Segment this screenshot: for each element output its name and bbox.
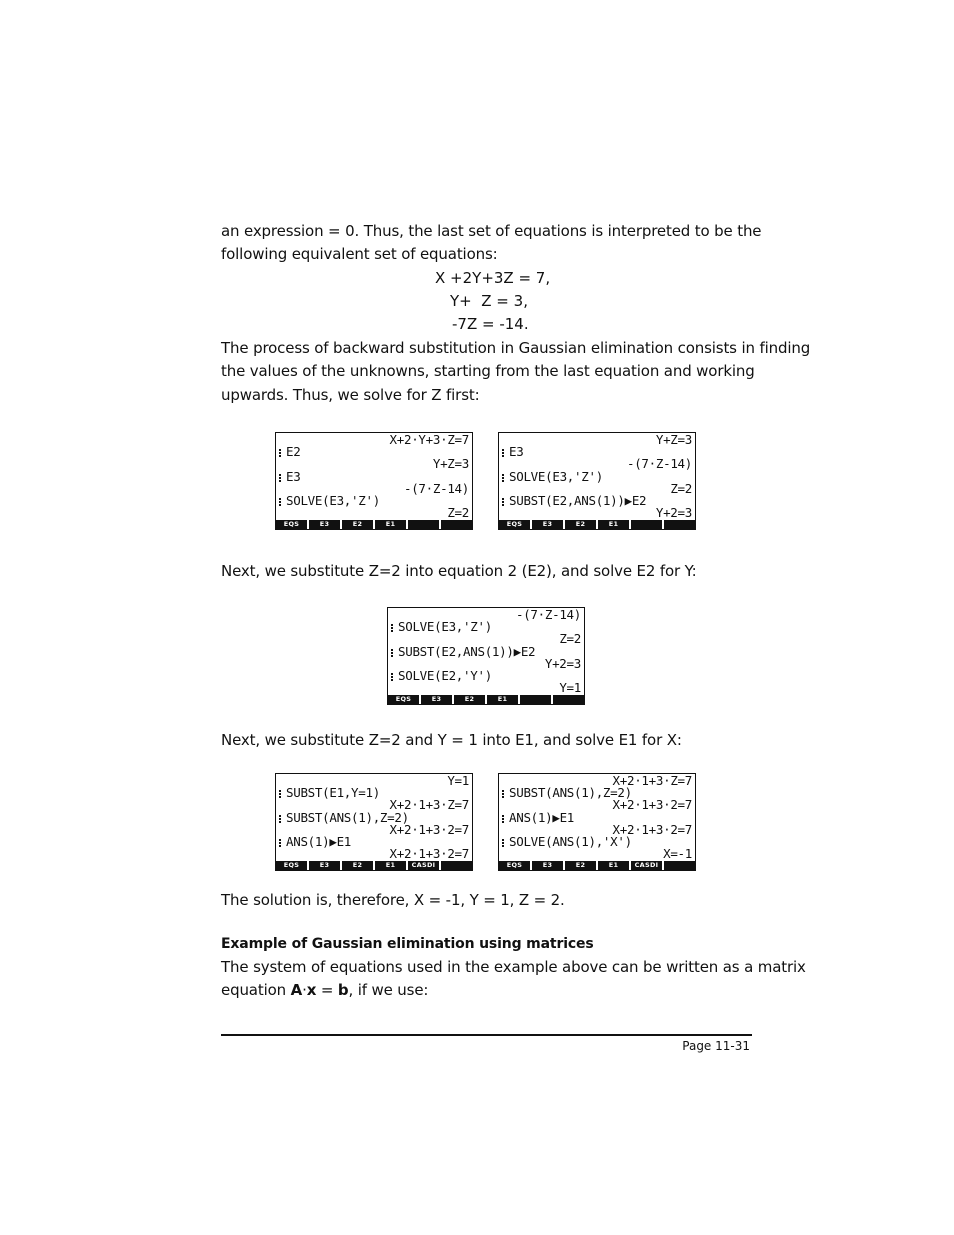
stack-result: Y+Z=3 [432,456,469,472]
soft-menu-key[interactable]: E1 [598,861,629,870]
soft-menu-key[interactable]: EQS [388,695,419,704]
soft-menu-key[interactable] [408,520,439,529]
soft-menu-key[interactable]: E3 [309,520,340,529]
calculator-screen-solve-x [498,773,696,871]
stack-result: X=-1 [663,846,692,862]
soft-menu-bar [276,520,472,529]
soft-menu-key[interactable]: E2 [342,520,373,529]
stack-result: X+2·1+3·2=7 [389,821,469,837]
soft-menu-key[interactable]: E2 [565,861,596,870]
stack-result: X+2·1+3·Z=7 [612,773,692,788]
calculator-screen-subst-e1 [275,773,473,871]
soft-menu-bar [499,861,695,870]
soft-menu-key[interactable]: E3 [532,520,563,529]
soft-menu-key[interactable] [441,520,472,529]
soft-menu-bar [499,520,695,529]
vector-b: b [337,981,349,999]
backsub-line-3: upwards. Thus, we solve for Z first: [221,386,480,404]
dot-operator: · [302,981,307,999]
stack-result: X+2·Y+3·Z=7 [389,432,469,447]
stack-command: SUBST(E2,ANS(1))▶E2 [391,646,535,658]
equation-1: X +2Y+3Z = 7, [435,269,551,287]
soft-menu-bar [388,695,584,704]
soft-menu-key[interactable] [631,520,662,529]
equals-sign: = [316,981,338,999]
stack-result: Y=1 [559,680,581,696]
stack-command: E3 [279,471,300,483]
soft-menu-key[interactable]: CASDI [408,861,439,870]
soft-menu-key[interactable] [520,695,551,704]
soft-menu-key[interactable]: E1 [375,861,406,870]
stack-result: X+2·1+3·2=7 [389,846,469,862]
equation-3: -7Z = -14. [452,315,529,333]
stack-command: SOLVE(ANS(1),'X') [502,836,632,848]
soft-menu-key[interactable]: E3 [532,861,563,870]
intro-line-1: an expression = 0. Thus, the last set of equations is interpreted to be the [221,222,762,240]
stack-result: -(7·Z-14) [626,456,692,472]
stack-result: X+2·1+3·2=7 [612,797,692,813]
soft-menu-bar [276,861,472,870]
stack-command: ANS(1)▶E1 [279,836,351,848]
stack-result: -(7·Z-14) [515,607,581,622]
stack-command: SUBST(ANS(1),Z=2) [279,812,409,824]
footer-rule [221,1034,752,1036]
solution-text: The solution is, therefore, X = -1, Y = 1, Z = 2. [221,891,565,909]
soft-menu-key[interactable]: E2 [454,695,485,704]
vector-x: x [306,981,317,999]
matrix-a: A [290,981,303,999]
stack-command: SUBST(E1,Y=1) [279,787,380,799]
matrix-intro-prefix: equation [221,981,291,999]
stack-command: SOLVE(E3,'Z') [502,471,603,483]
stack-result: Z=2 [447,505,469,521]
stack-command: ANS(1)▶E1 [502,812,574,824]
stack-result: X+2·1+3·2=7 [612,821,692,837]
stack-command: SOLVE(E3,'Z') [279,495,380,507]
stack-command: SUBST(ANS(1),Z=2) [502,787,632,799]
intro-line-2: following equivalent set of equations: [221,245,498,263]
section-heading: Example of Gaussian elimination using matrices [221,936,594,952]
stack-command: SOLVE(E3,'Z') [391,621,492,633]
page-number: Page 11-31 [682,1039,750,1053]
matrix-intro-line-2 [221,979,428,1003]
stack-result: -(7·Z-14) [403,480,469,496]
stack-result: Y+Z=3 [655,432,692,447]
soft-menu-key[interactable]: E1 [487,695,518,704]
soft-menu-key[interactable]: EQS [276,520,307,529]
stack-result: Y=1 [447,773,469,788]
soft-menu-key[interactable]: EQS [499,520,530,529]
soft-menu-key[interactable]: EQS [276,861,307,870]
backsub-line-2: the values of the unknowns, starting from the last equation and working [221,362,755,380]
soft-menu-key[interactable] [664,520,695,529]
stack-command: E3 [502,446,523,458]
soft-menu-key[interactable]: CASDI [631,861,662,870]
soft-menu-key[interactable]: EQS [499,861,530,870]
calculator-screen-solve-z [275,432,473,530]
backsub-line-1: The process of backward substitution in Gaussian elimination consists in finding [221,339,811,357]
stack-result: Y+2=3 [655,505,692,521]
equation-2: Y+ Z = 3, [450,292,528,310]
stack-result: Y+2=3 [544,655,581,671]
matrix-intro-suffix: , if we use: [348,981,429,999]
soft-menu-key[interactable]: E1 [375,520,406,529]
stack-result: Z=2 [559,631,581,647]
soft-menu-key[interactable]: E3 [309,861,340,870]
soft-menu-key[interactable] [441,861,472,870]
stack-command: SOLVE(E2,'Y') [391,670,492,682]
next-step-y-text: Next, we substitute Z=2 into equation 2 (E2), and solve E2 for Y: [221,562,697,580]
stack-command: SUBST(E2,ANS(1))▶E2 [502,495,646,507]
soft-menu-key[interactable]: E2 [342,861,373,870]
stack-result: X+2·1+3·Z=7 [389,797,469,813]
soft-menu-key[interactable]: E2 [565,520,596,529]
soft-menu-key[interactable] [664,861,695,870]
calculator-screen-solve-y [387,607,585,705]
soft-menu-key[interactable] [553,695,584,704]
stack-command: E2 [279,446,300,458]
soft-menu-key[interactable]: E3 [421,695,452,704]
soft-menu-key[interactable]: E1 [598,520,629,529]
next-step-x-text: Next, we substitute Z=2 and Y = 1 into E1, and solve E1 for X: [221,731,682,749]
stack-result: Z=2 [670,480,692,496]
calculator-screen-subst-e2 [498,432,696,530]
matrix-intro-line-1: The system of equations used in the example above can be written as a matrix [221,958,806,976]
